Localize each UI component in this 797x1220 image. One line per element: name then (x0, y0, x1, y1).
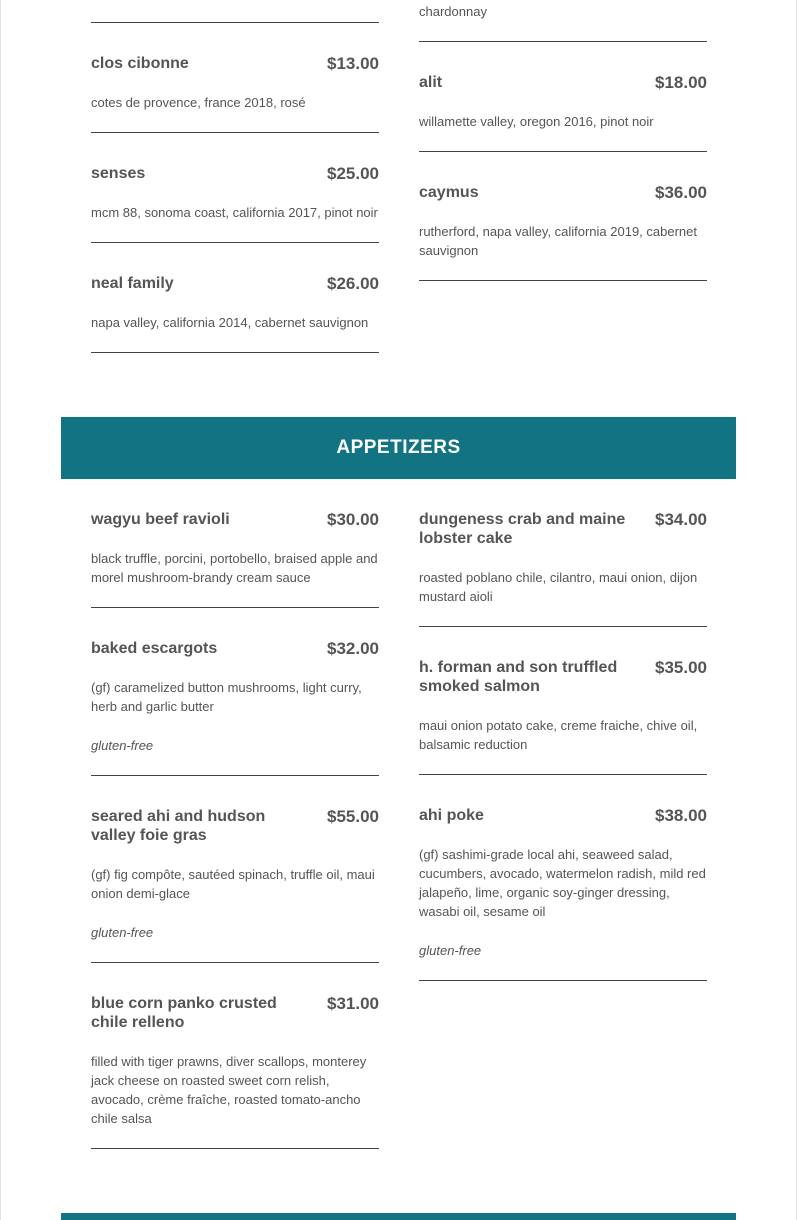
wine-item (91, 243, 379, 353)
item-name: blue corn panko crusted chile relleno (91, 995, 277, 1031)
menu-item (419, 627, 707, 775)
item-description: black truffle, porcini, portobello, braised apple and morel mushroom-brandy cream sauce (91, 551, 378, 585)
item-name: baked escargots (91, 640, 218, 657)
wine-item (91, 133, 379, 243)
item-price: $31.00 (327, 994, 379, 1013)
wine-description: willamette valley, oregon 2016, pinot noir (419, 114, 654, 129)
wine-item (419, 42, 707, 152)
wine-item (91, 23, 379, 133)
wine-item (419, 152, 707, 281)
wine-name: senses (91, 165, 146, 182)
appetizer-column-left (91, 510, 379, 1149)
wine-name: neal family (91, 275, 174, 292)
menu-item (419, 510, 707, 627)
wine-name: caymus (419, 184, 479, 201)
item-name: h. forman and son truffled smoked salmon (419, 659, 618, 695)
item-description: filled with tiger prawns, diver scallops, monterey jack cheese on roasted sweet corn relish, avocado, crème fraîche, roasted tomato-ancho chile salsa (91, 1054, 367, 1126)
wine-column-right (419, 2, 707, 281)
item-price: $32.00 (327, 639, 379, 658)
wine-name: alit (419, 74, 443, 91)
item-description: maui onion potato cake, creme fraiche, chive oil, balsamic reduction (419, 718, 698, 752)
item-name: ahi poke (419, 807, 484, 824)
wine-item-partial (91, 0, 379, 23)
item-name: dungeness crab and maine lobster cake (419, 511, 626, 547)
wine-description: rutherford, napa valley, california 2019, cabernet sauvignon (419, 224, 697, 258)
item-description: (gf) fig compôte, sautéed spinach, truffle oil, maui onion demi-glace (91, 867, 375, 901)
gluten-free-tag: gluten-free (91, 925, 154, 940)
wine-description: chardonnay (419, 4, 487, 19)
menu-item (91, 608, 379, 776)
wine-name: clos cibonne (91, 55, 189, 72)
section-header-appetizers: APPETIZERS (61, 417, 736, 479)
gluten-free-tag: gluten-free (91, 738, 154, 753)
item-price: $30.00 (327, 510, 379, 529)
item-description: (gf) sashimi-grade local ahi, seaweed salad, cucumbers, avocado, watermelon radish, mild red jalapeño, lime, organic soy-ginger dressing, wasabi oil, sesame oil (419, 847, 706, 919)
item-name: wagyu beef ravioli (91, 511, 230, 528)
item-price: $38.00 (655, 806, 707, 825)
gluten-free-tag: gluten-free (419, 943, 482, 958)
menu-item (91, 963, 379, 1149)
wine-price: $36.00 (655, 183, 707, 202)
item-price: $55.00 (327, 807, 379, 826)
wine-price: $26.00 (327, 274, 379, 293)
wine-description: mcm 88, sonoma coast, california 2017, pinot noir (91, 205, 378, 220)
item-description: roasted poblano chile, cilantro, maui onion, dijon mustard aioli (419, 570, 698, 604)
wine-description: napa valley, california 2014, cabernet sauvignon (91, 315, 369, 330)
wine-price: $25.00 (327, 164, 379, 183)
menu-item (419, 775, 707, 981)
menu-item (91, 510, 379, 608)
wine-column-left (91, 0, 379, 353)
item-description: (gf) caramelized button mushrooms, light curry, herb and garlic butter (91, 680, 362, 714)
wine-item-partial (419, 2, 707, 42)
menu-item (91, 776, 379, 963)
item-name: seared ahi and hudson valley foie gras (91, 808, 266, 844)
wine-description: cotes de provence, france 2018, rosé (91, 95, 306, 110)
item-price: $34.00 (655, 510, 707, 529)
wine-price: $13.00 (327, 54, 379, 73)
section-header-next (61, 1213, 736, 1220)
item-price: $35.00 (655, 658, 707, 677)
appetizer-column-right (419, 510, 707, 981)
wine-price: $18.00 (655, 73, 707, 92)
